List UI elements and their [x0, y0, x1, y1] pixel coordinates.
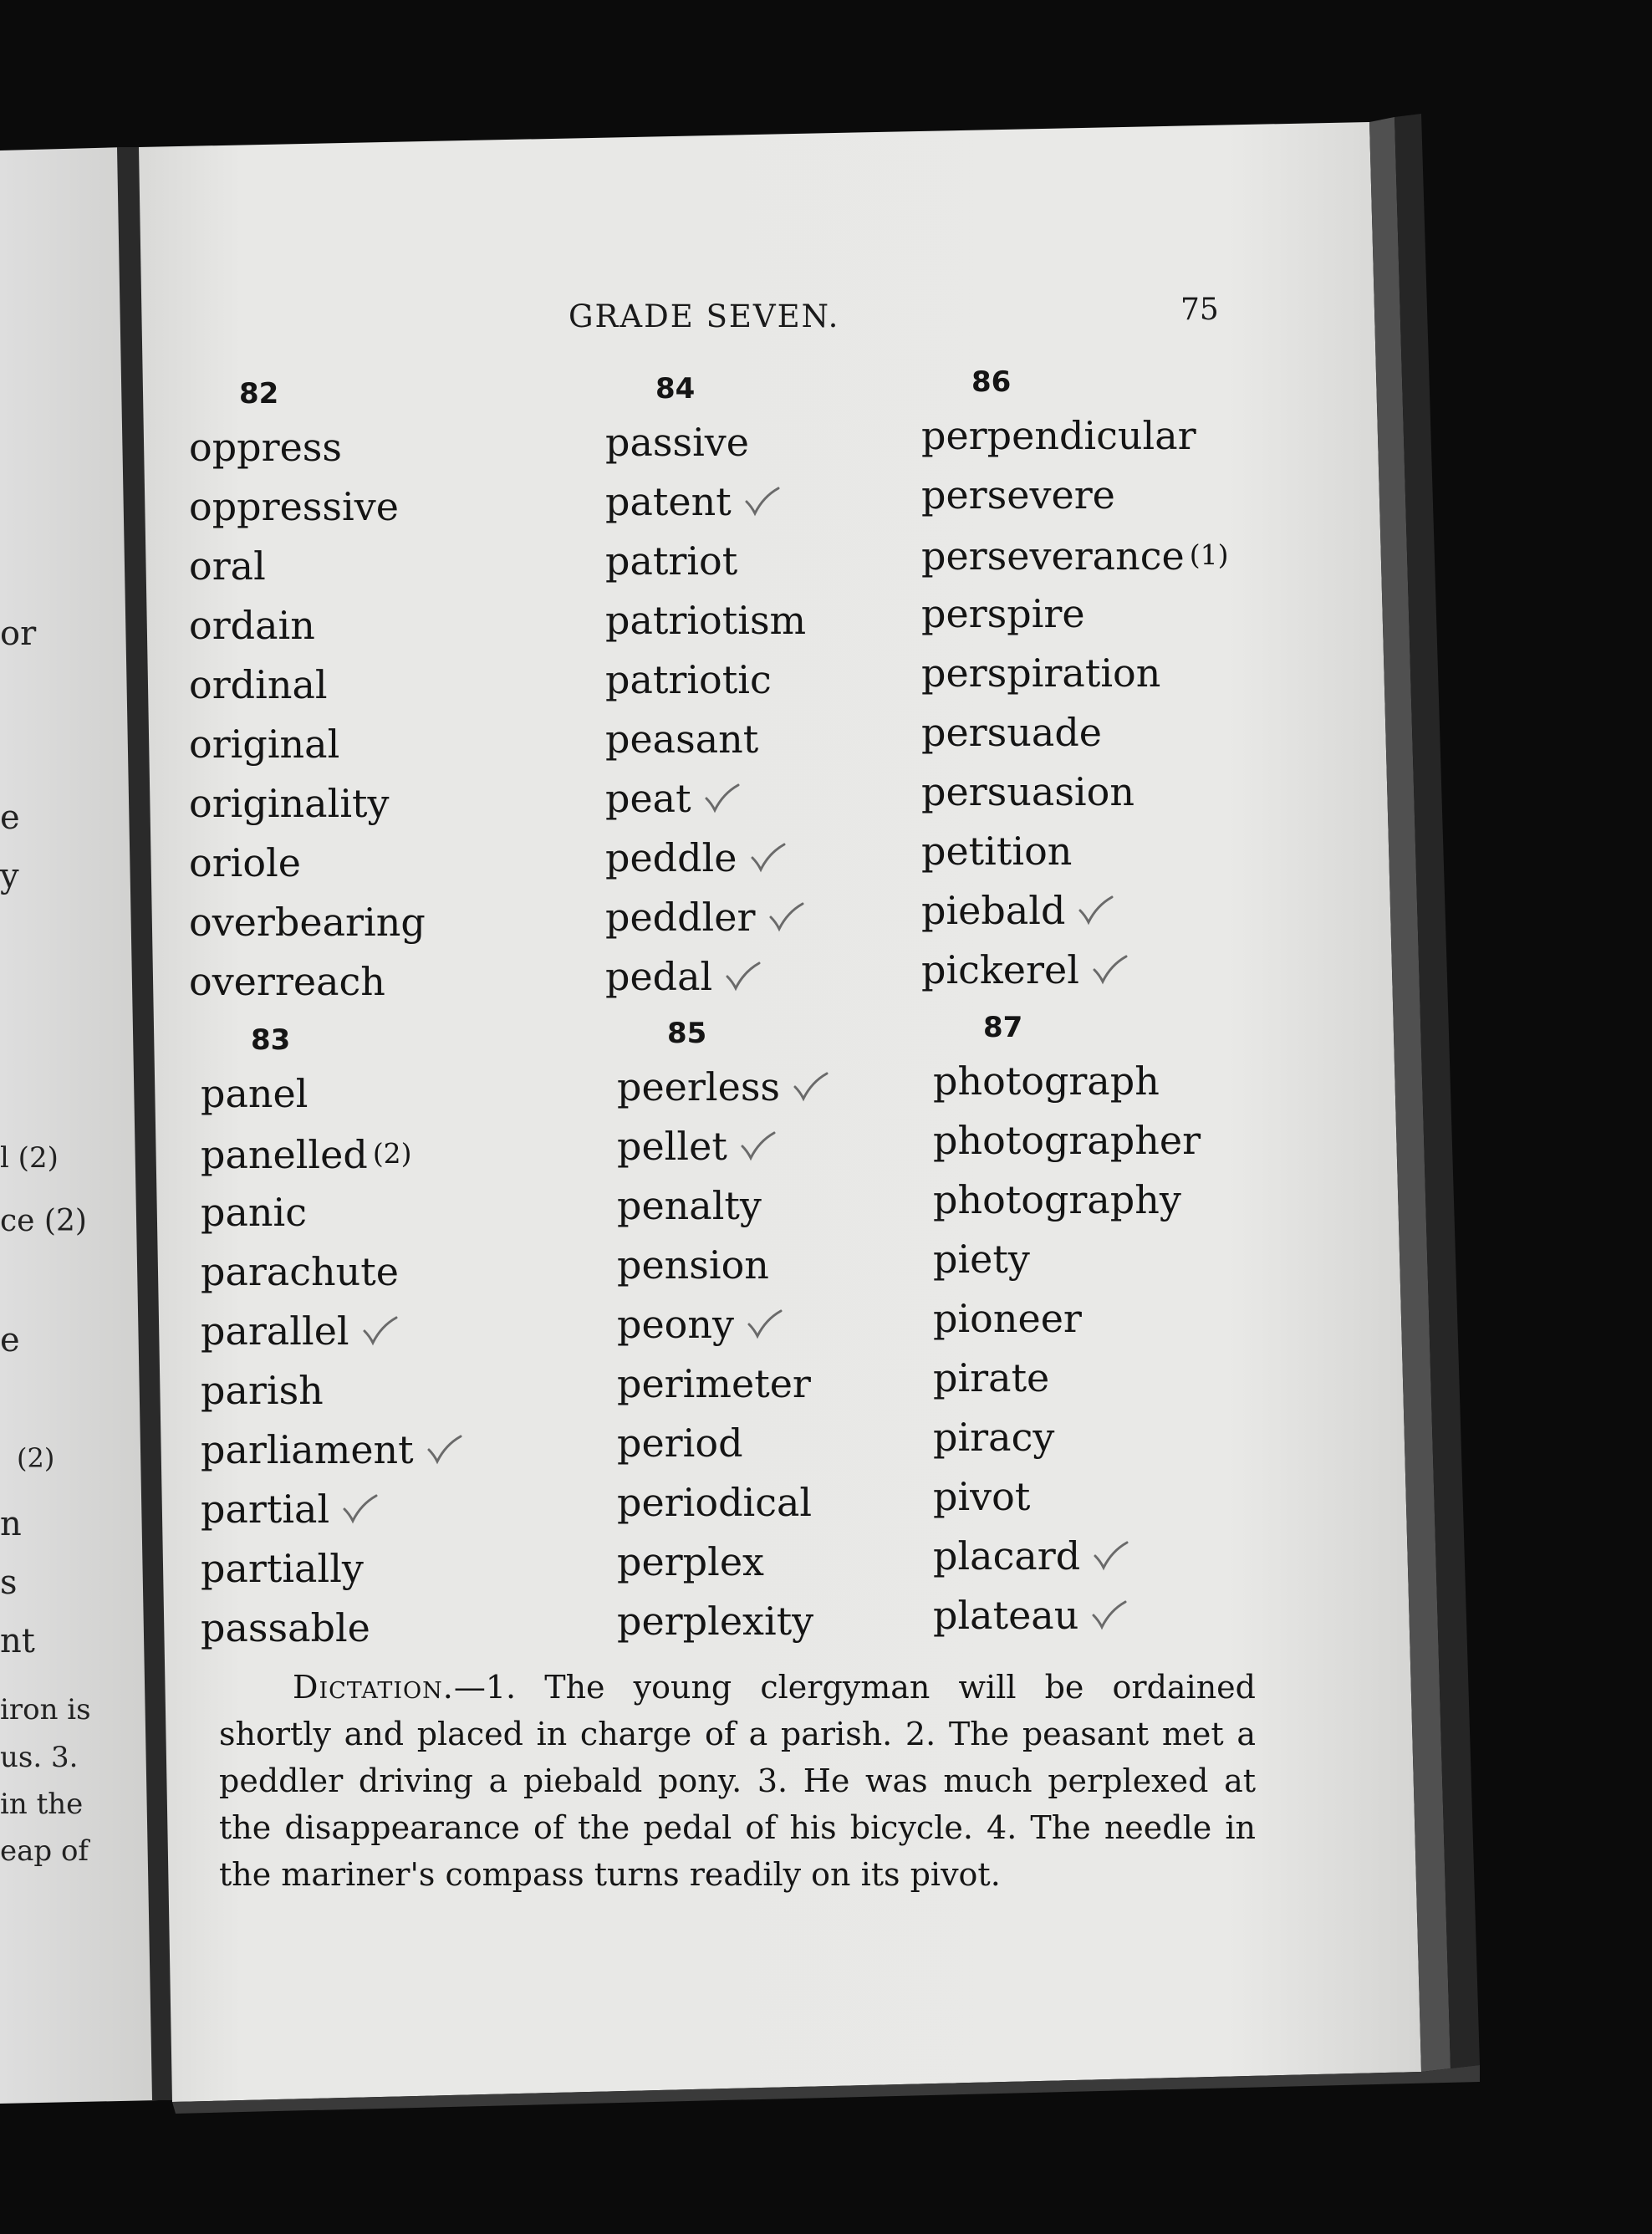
spelling-word [921, 644, 1389, 703]
pencil-checkmark-icon [361, 1305, 400, 1339]
word-text: panelled [201, 1132, 368, 1177]
spelling-word [201, 1420, 669, 1480]
left-fragment: s [0, 1563, 18, 1602]
word-text: pellet [617, 1124, 727, 1169]
word-text: perpendicular [921, 413, 1196, 458]
word-text: pickerel [921, 947, 1079, 992]
word-text: perseverance [921, 533, 1185, 579]
word-text: persuade [921, 710, 1102, 755]
word-text: panic [201, 1190, 307, 1235]
left-fragment: us. 3. [0, 1741, 79, 1774]
word-text: pension [617, 1242, 769, 1288]
pencil-checkmark-icon [792, 1061, 830, 1094]
left-fragment: n [0, 1505, 22, 1543]
lesson-83 [201, 1016, 669, 1658]
spelling-word [189, 774, 657, 834]
word-text: patriot [605, 538, 738, 584]
spelling-word [201, 1302, 669, 1361]
word-text: patriotic [605, 657, 772, 702]
word-note: (2) [372, 1137, 412, 1170]
word-text: passable [201, 1605, 370, 1650]
pencil-checkmark-icon [767, 891, 806, 925]
word-text: passive [605, 420, 750, 465]
word-text: ordinal [189, 662, 328, 707]
word-text: partial [201, 1487, 330, 1532]
lesson-86 [921, 358, 1389, 1000]
word-text: oral [189, 543, 266, 589]
left-fragment: iron is [0, 1693, 91, 1727]
pencil-checkmark-icon [749, 832, 788, 865]
left-fragment: y [0, 857, 19, 895]
word-text: ordain [189, 603, 315, 648]
spelling-word [189, 952, 657, 1012]
spelling-word [921, 941, 1389, 1000]
word-text: oriole [189, 840, 302, 885]
dictation-paragraph [219, 1664, 1256, 1898]
spelling-word [933, 1586, 1401, 1645]
spelling-word [921, 763, 1389, 822]
lesson-number: 84 [655, 372, 696, 405]
spelling-word [189, 418, 657, 477]
spelling-word [933, 1408, 1401, 1467]
spelling-word [201, 1480, 669, 1539]
word-text: overreach [189, 959, 385, 1004]
spelling-word [189, 893, 657, 952]
spelling-word [201, 1539, 669, 1599]
lesson-82 [189, 370, 657, 1012]
pencil-checkmark-icon [724, 951, 762, 984]
spelling-word [933, 1289, 1401, 1349]
pencil-checkmark-icon [739, 1120, 778, 1154]
pencil-checkmark-icon [1090, 1589, 1129, 1623]
word-text: perspire [921, 591, 1085, 636]
lesson-number: 83 [251, 1023, 291, 1057]
word-text: parish [201, 1368, 324, 1413]
spelling-word [189, 834, 657, 893]
word-text: perplex [617, 1539, 764, 1584]
spelling-word [189, 655, 657, 715]
word-text: photography [933, 1177, 1181, 1222]
spelling-word [933, 1052, 1401, 1111]
word-text: patent [605, 479, 732, 524]
word-text: pivot [933, 1474, 1031, 1519]
spelling-word [933, 1349, 1401, 1408]
word-text: partially [201, 1546, 364, 1591]
left-fragment: or [0, 615, 37, 653]
word-text: pirate [933, 1355, 1050, 1400]
word-text: persevere [921, 472, 1115, 518]
spelling-word [189, 537, 657, 596]
spelling-word [921, 584, 1389, 644]
word-text: parallel [201, 1308, 349, 1354]
word-text: piety [933, 1237, 1030, 1282]
word-text: oppressive [189, 484, 399, 529]
word-text: panel [201, 1071, 308, 1116]
spelling-word [201, 1599, 669, 1658]
word-note: (1) [1189, 538, 1229, 571]
lesson-number: 86 [971, 365, 1012, 399]
spelling-word [921, 466, 1389, 525]
left-fragment: in the [0, 1788, 84, 1821]
left-fragment: eap of [0, 1834, 89, 1868]
spelling-word [933, 1467, 1401, 1527]
word-text: overbearing [189, 900, 426, 945]
word-text: period [617, 1420, 743, 1466]
lesson-number: 87 [983, 1011, 1023, 1044]
pencil-checkmark-icon [703, 773, 742, 806]
spelling-word [933, 1230, 1401, 1289]
spelling-word [933, 1171, 1401, 1230]
spelling-word [921, 525, 1389, 584]
word-text: perplexity [617, 1599, 814, 1644]
left-page-fragment [0, 0, 125, 2234]
word-text: parliament [201, 1427, 414, 1472]
word-text: photograph [933, 1058, 1160, 1104]
spelling-word [921, 406, 1389, 466]
left-fragment: e [0, 798, 20, 837]
spelling-word [933, 1111, 1401, 1171]
word-text: peerless [617, 1064, 781, 1109]
pencil-checkmark-icon [1092, 1530, 1130, 1563]
spelling-word [921, 881, 1389, 941]
word-text: penalty [617, 1183, 762, 1228]
spelling-word [189, 596, 657, 655]
word-text: peddler [605, 895, 756, 940]
word-text: persuasion [921, 769, 1134, 814]
left-fragment: l (2) [0, 1141, 59, 1175]
word-text: plateau [933, 1593, 1079, 1638]
spelling-word [189, 715, 657, 774]
spelling-word [201, 1064, 669, 1124]
pencil-checkmark-icon [743, 476, 782, 509]
dictation-label: Dictation. [293, 1669, 454, 1706]
lesson-number: 82 [239, 377, 279, 411]
word-text: peddle [605, 835, 737, 880]
dictation-text: —1. The young clergyman will be ordained shortly and placed in charge of a parish. 2. The peasant met a peddler driving a piebald pony. 3. He was much perplexed at the disappearance of the pedal of his bicycle. 4. The needle in the mariner's compass turns readily on its pivot. [219, 1669, 1256, 1893]
spelling-word [201, 1361, 669, 1420]
pencil-checkmark-icon [426, 1424, 464, 1457]
word-text: piracy [933, 1415, 1055, 1460]
word-text: originality [189, 781, 390, 826]
pencil-checkmark-icon [341, 1483, 380, 1517]
word-text: peat [605, 776, 691, 821]
spelling-word [921, 822, 1389, 881]
word-text: peony [617, 1302, 734, 1347]
lesson-number: 85 [667, 1017, 707, 1050]
spelling-word [201, 1183, 669, 1242]
spelling-word [201, 1124, 669, 1183]
word-text: petition [921, 829, 1073, 874]
word-text: oppress [189, 425, 343, 470]
page-header-title: GRADE SEVEN. [569, 298, 840, 334]
word-text: pioneer [933, 1296, 1082, 1341]
word-text: periodical [617, 1480, 813, 1525]
spelling-word [933, 1527, 1401, 1586]
spelling-word [189, 477, 657, 537]
pencil-checkmark-icon [746, 1298, 784, 1332]
page-number: 75 [1180, 293, 1219, 327]
word-text: original [189, 722, 340, 767]
word-text: peasant [605, 717, 759, 762]
word-text: placard [933, 1533, 1081, 1579]
word-text: pedal [605, 954, 713, 999]
left-fragment: (2) [17, 1442, 55, 1474]
spelling-word [201, 1242, 669, 1302]
lesson-87 [933, 1003, 1401, 1645]
pencil-checkmark-icon [1091, 944, 1129, 977]
word-text: perimeter [617, 1361, 811, 1406]
spelling-word [921, 703, 1389, 763]
word-text: perspiration [921, 650, 1161, 696]
pencil-checkmark-icon [1077, 885, 1115, 918]
left-fragment: ce (2) [0, 1204, 87, 1238]
left-fragment: e [0, 1321, 20, 1359]
word-text: parachute [201, 1249, 400, 1294]
word-text: piebald [921, 888, 1066, 933]
word-text: photographer [933, 1118, 1201, 1163]
word-text: patriotism [605, 598, 807, 643]
left-fragment: nt [0, 1622, 35, 1660]
